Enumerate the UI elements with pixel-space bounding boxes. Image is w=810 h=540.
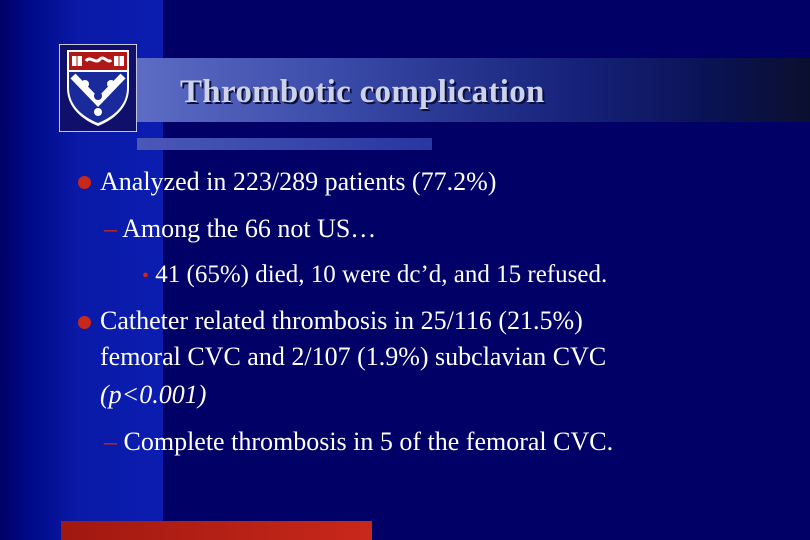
dot-marker: • [142,265,150,287]
bullet-marker [78,176,91,189]
dash-marker: – [104,427,117,456]
dash-marker: – [104,214,117,243]
slide-title: Thrombotic complication [180,74,545,110]
sub-sub-bullet-1-text: 41 (65%) died, 10 were dc’d, and 15 refused. [155,261,608,288]
bullet-marker [78,316,91,329]
bullet-2-line-2: femoral CVC and 2/107 (1.9%) subclavian CVC [100,342,607,371]
sub-bullet-2-text: Complete thrombosis in 5 of the femoral CVC. [123,427,614,456]
bullet-2-line-1: Catheter related thrombosis in 25/116 (21.5%) [100,306,583,335]
bullet-1-text: Analyzed in 223/289 patients (77.2%) [100,167,497,196]
sub-sub-bullet-1 [142,260,607,291]
sub-bullet-2 [104,427,613,457]
bullet-2-line-3: (p<0.001) [100,380,207,409]
bottom-accent-bar [61,521,372,540]
sub-bullet-1-text: Among the 66 not US… [122,214,377,243]
sub-bullet-1 [104,214,376,244]
